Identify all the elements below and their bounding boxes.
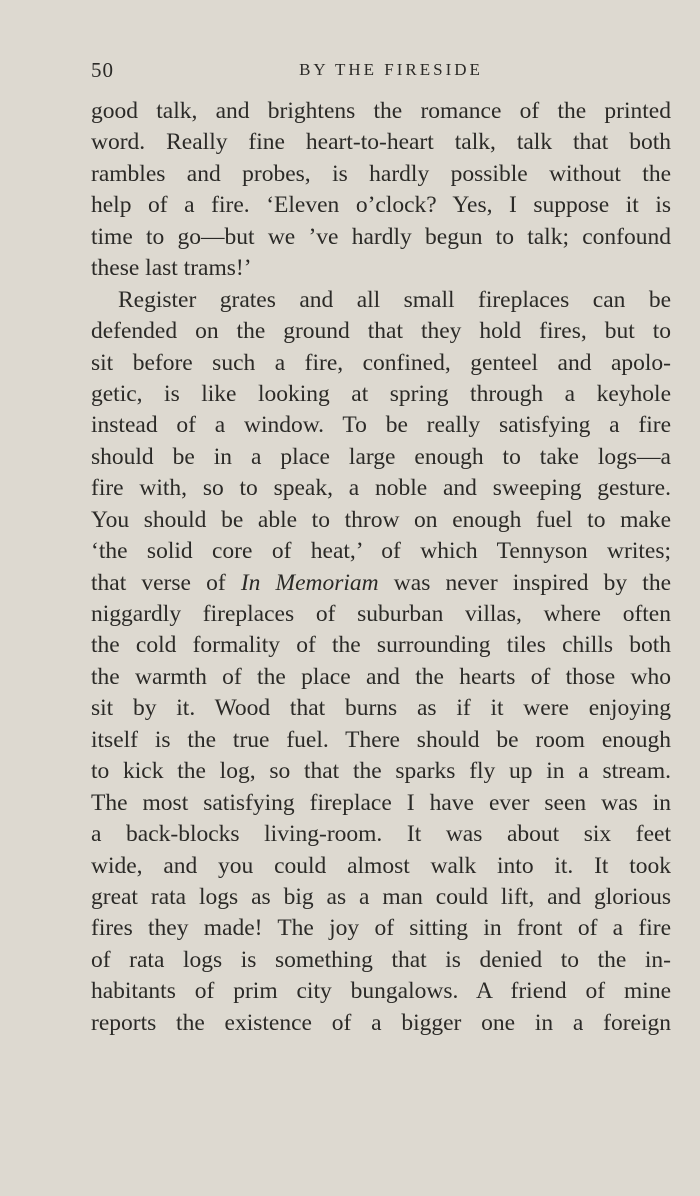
text-line: good talk, and brightens the romance of the printed xyxy=(91,98,671,124)
text-line: the warmth of the place and the hearts of those who xyxy=(91,663,671,690)
text-line: help of a fire. ‘Eleven o’clock? Yes, I suppose it is xyxy=(91,192,671,219)
text-line: getic, is like looking at spring through a keyhole xyxy=(91,380,671,407)
text-line: instead of a window. To be really satisfying a fire xyxy=(91,412,671,439)
text-line: these last trams!’ xyxy=(91,255,252,282)
text-line: fire with, so to speak, a noble and sweeping gesture. xyxy=(91,475,671,502)
text-line: Register grates and all small fireplaces can be xyxy=(118,286,671,313)
text-line: niggardly fireplaces of suburban villas, where often xyxy=(91,601,671,627)
text-line: habitants of prim city bungalows. A friend of mine xyxy=(91,978,671,1005)
text-line: You should be able to throw on enough fuel to make xyxy=(91,506,671,533)
text-line: defended on the ground that they hold fires, but to xyxy=(91,318,671,345)
text-fragment: was never inspired by the xyxy=(378,569,671,596)
text-line: sit by it. Wood that burns as if it were enjoying xyxy=(91,695,671,722)
page-number: 50 xyxy=(91,58,114,82)
text-line: reports the existence of a bigger one in a foreign xyxy=(91,1009,671,1036)
text-line: itself is the true fuel. There should be room enough xyxy=(91,726,671,753)
text-fragment: that verse of xyxy=(91,569,241,596)
running-head: BY THE FIRESIDE xyxy=(299,60,483,79)
text-line: great rata logs as big as a man could lift, and glorious xyxy=(91,883,671,910)
book-title: In Memoriam xyxy=(240,569,379,596)
text-line: ‘the solid core of heat,’ of which Tennyson writes; xyxy=(91,538,671,565)
text-line: wide, and you could almost walk into it. It took xyxy=(91,852,671,879)
text-line-with-title xyxy=(91,568,671,599)
text-line: to kick the log, so that the sparks fly up in a stream. xyxy=(91,758,671,785)
paragraph-2 xyxy=(91,285,671,1040)
text-line: fires they made! The joy of sitting in front of a fire xyxy=(91,915,671,942)
text-line: time to go—but we ’ve hardly begun to talk; confound xyxy=(91,223,671,250)
text-line: should be in a place large enough to take logs—a xyxy=(91,443,671,470)
text-line: sit before such a fire, confined, genteel and apolo- xyxy=(91,349,671,376)
text-line: the cold formality of the surrounding tiles chills both xyxy=(91,632,671,659)
text-line: rambles and probes, is hardly possible without the xyxy=(91,160,671,187)
text-line: word. Really fine heart-to-heart talk, talk that both xyxy=(91,129,671,156)
text-line: a back-blocks living-room. It was about six feet xyxy=(91,821,671,848)
text-line: The most satisfying fireplace I have ever seen was in xyxy=(91,789,671,816)
body-text xyxy=(91,96,671,1039)
text-line: of rata logs is something that is denied to the in- xyxy=(91,946,671,973)
page-header xyxy=(91,58,671,88)
paragraph-1 xyxy=(91,96,671,285)
